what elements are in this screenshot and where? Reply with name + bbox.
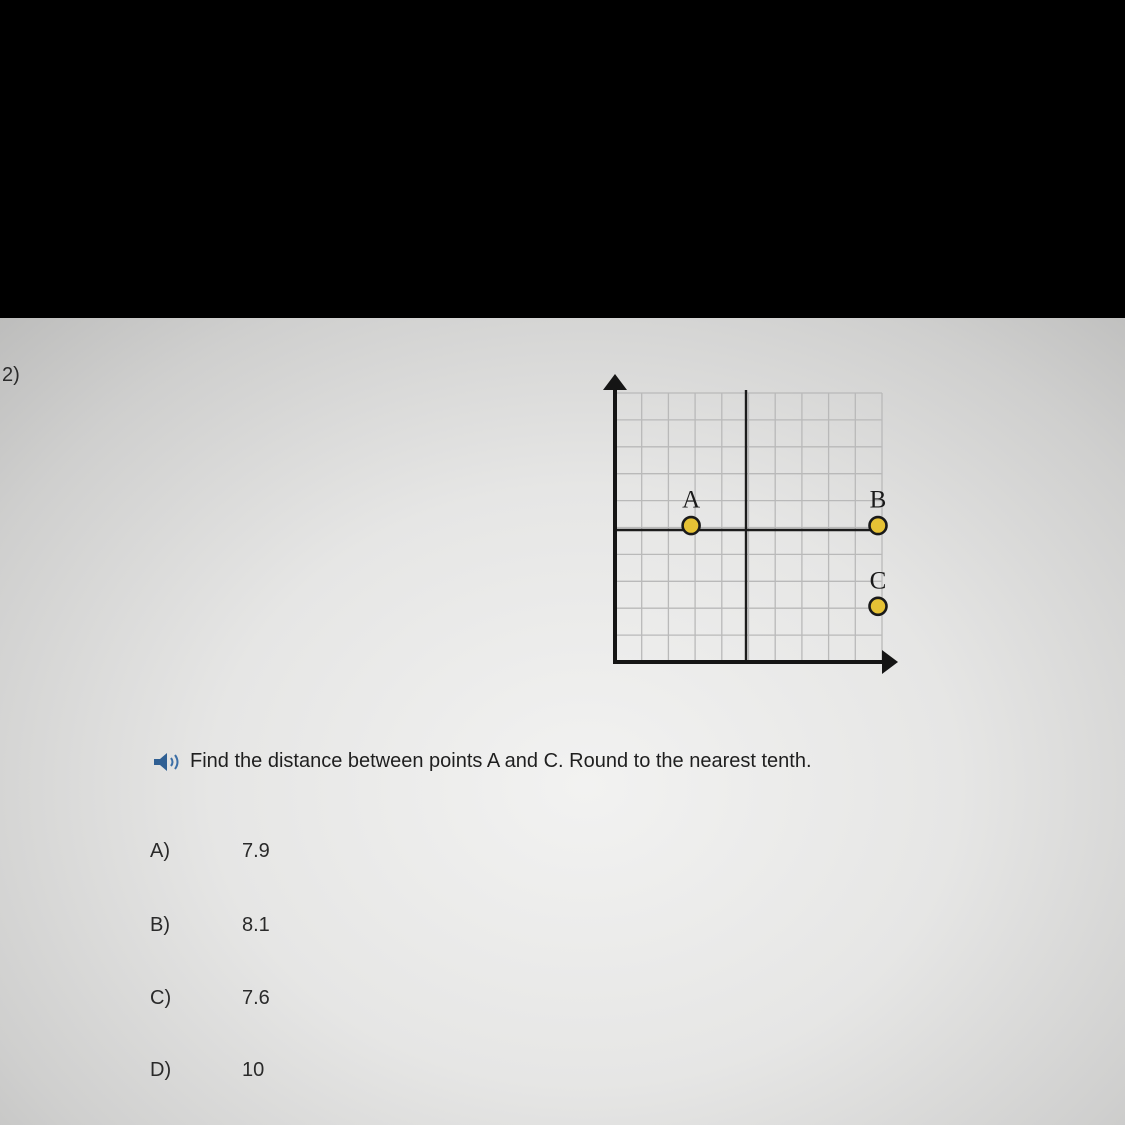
- choice-value: 7.9: [242, 840, 270, 862]
- choice-d[interactable]: [150, 1059, 264, 1082]
- choice-letter: B): [150, 914, 170, 936]
- speaker-icon[interactable]: [152, 751, 182, 773]
- question-number: 2): [2, 364, 20, 386]
- prompt-text: Find the distance between points A and C. Round to the nearest tenth.: [190, 750, 812, 772]
- point-label-a: A: [682, 486, 701, 514]
- point-b: [870, 517, 887, 534]
- choice-letter: C): [150, 987, 172, 1009]
- point-label-c: C: [869, 567, 887, 595]
- choice-letter: D): [150, 1059, 172, 1081]
- point-label-b: B: [869, 486, 887, 514]
- choice-value: 7.6: [242, 987, 270, 1009]
- choice-a[interactable]: [150, 840, 270, 863]
- choice-b[interactable]: [150, 914, 270, 937]
- choice-value: 10: [242, 1059, 265, 1081]
- point-c: [870, 598, 887, 615]
- y-axis-arrow: [603, 374, 627, 390]
- point-a: [683, 517, 700, 534]
- choice-c[interactable]: [150, 987, 270, 1010]
- grid-lines: [615, 393, 882, 662]
- choice-letter: A): [150, 840, 170, 862]
- question-page: [0, 318, 1125, 1125]
- question-prompt: [152, 750, 812, 773]
- x-axis-arrow: [882, 650, 898, 674]
- choice-value: 8.1: [242, 914, 270, 936]
